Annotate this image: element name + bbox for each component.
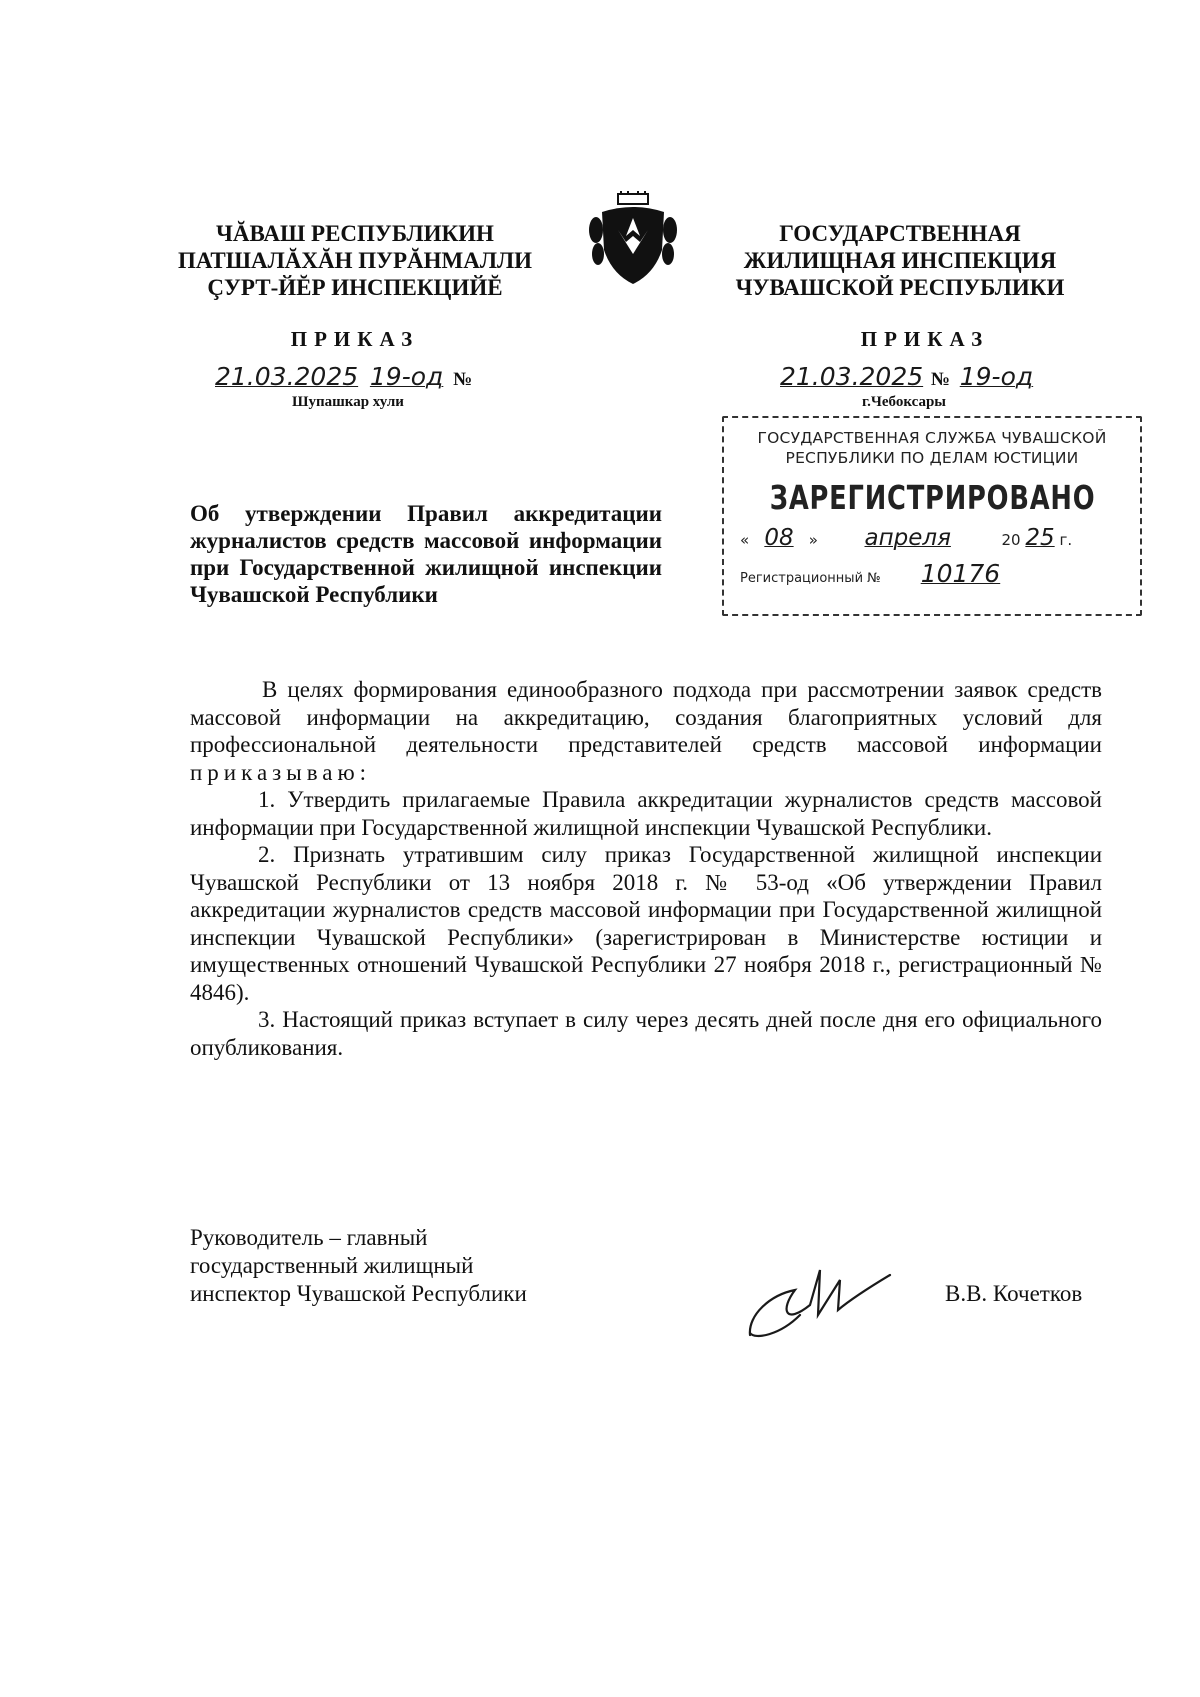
signature-position-line3: инспектор Чувашской Республики [190, 1281, 527, 1306]
header-right [720, 220, 1080, 301]
document-body [190, 676, 1102, 1061]
order-left-no-sign: № [453, 369, 473, 390]
body-item-2: 2. Признать утратившим силу приказ Государственной жилищной инспекции Чувашской Республики от 13 ноября 2018 г. № 53-од «Об утверждении Правил аккредитации журналистов средств массовой информации при Государственной жилищной инспекции Чувашской Республики» (зарегистрирован в Министерстве юстиции и имущественных отношений Чувашской Республики 27 ноября 2018 г., регистрационный № 4846). [190, 842, 1102, 1005]
body-item-3: 3. Настоящий приказ вступает в силу через десять дней после дня его официального опубликования. [190, 1007, 1102, 1060]
body-item-1: 1. Утвердить прилагаемые Правила аккредитации журналистов средств массовой информации при Государственной жилищной инспекции Чувашской Республики. [190, 787, 1102, 840]
stamp-reg-number: 10176 [920, 559, 1001, 588]
handwritten-signature-icon [740, 1255, 900, 1345]
signature-name: В.В. Кочетков [945, 1281, 1083, 1306]
stamp-line1: ГОСУДАРСТВЕННАЯ СЛУЖБА ЧУВАШСКОЙ [757, 429, 1107, 447]
body-intro [190, 676, 1102, 786]
header-left-line3: ÇУРТ-ЙĔР ИНСПЕКЦИЙĔ [207, 275, 503, 300]
stamp-quote-close: » [808, 531, 818, 549]
signature-position [190, 1224, 610, 1308]
order-right-place: г.Чебоксары [862, 394, 947, 410]
stamp-date-row [740, 525, 1140, 551]
coat-of-arms-icon [588, 190, 678, 290]
order-right-word: ПРИКАЗ [860, 327, 990, 351]
stamp-title: ЗАРЕГИСТРИРОВАНО [769, 478, 1096, 517]
header-right-line1: ГОСУДАРСТВЕННАЯ [779, 221, 1021, 246]
signature-position-line2: государственный жилищный [190, 1253, 474, 1278]
stamp-month: апреля [864, 525, 951, 551]
order-right-no-sign: № [930, 369, 950, 390]
order-right-line [780, 362, 1100, 391]
order-left-line [215, 362, 515, 391]
stamp-line2: РЕСПУБЛИКИ ПО ДЕЛАМ ЮСТИЦИИ [785, 449, 1079, 467]
stamp-year-suffix: 25 [1025, 525, 1055, 551]
document-title: Об утверждении Правил аккредитации журналистов средств массовой информации при Государственной жилищной инспекции Чувашской Республики [190, 501, 662, 607]
order-left-date: 21.03.2025 [215, 362, 359, 391]
order-right-number: 19-од [959, 362, 1034, 391]
stamp-year-unit: г. [1059, 531, 1073, 549]
signature-position-line1: Руководитель – главный [190, 1225, 428, 1250]
stamp-quote-open: « [740, 531, 750, 549]
order-right-date: 21.03.2025 [780, 362, 924, 391]
order-left-word: ПРИКАЗ [290, 327, 420, 351]
header-left-line2: ПАТШАЛĂХĂН ПУРĂНМАЛЛИ [177, 248, 533, 273]
order-left-place: Шупашкар хули [292, 394, 404, 410]
header-left-line1: ЧĂВАШ РЕСПУБЛИКИН [216, 221, 494, 246]
stamp-reg-label: Регистрационный № [740, 571, 881, 586]
header-right-line2: ЖИЛИЩНАЯ ИНСПЕКЦИЯ [743, 248, 1057, 273]
registration-stamp [722, 416, 1142, 616]
body-intro-text: В целях формирования единообразного подхода при рассмотрении заявок средств массовой информации на аккредитацию, создания благоприятных условий для профессиональной деятельности представителей средств массовой информации [190, 677, 1102, 757]
stamp-day: 08 [764, 525, 794, 551]
order-left-number: 19-од [369, 362, 444, 391]
stamp-reg-row [740, 559, 1140, 588]
stamp-year-prefix: 20 [1001, 531, 1021, 549]
header-left [170, 220, 540, 301]
header-right-line3: ЧУВАШСКОЙ РЕСПУБЛИКИ [735, 275, 1065, 300]
body-intro-spaced: приказываю: [190, 759, 372, 785]
